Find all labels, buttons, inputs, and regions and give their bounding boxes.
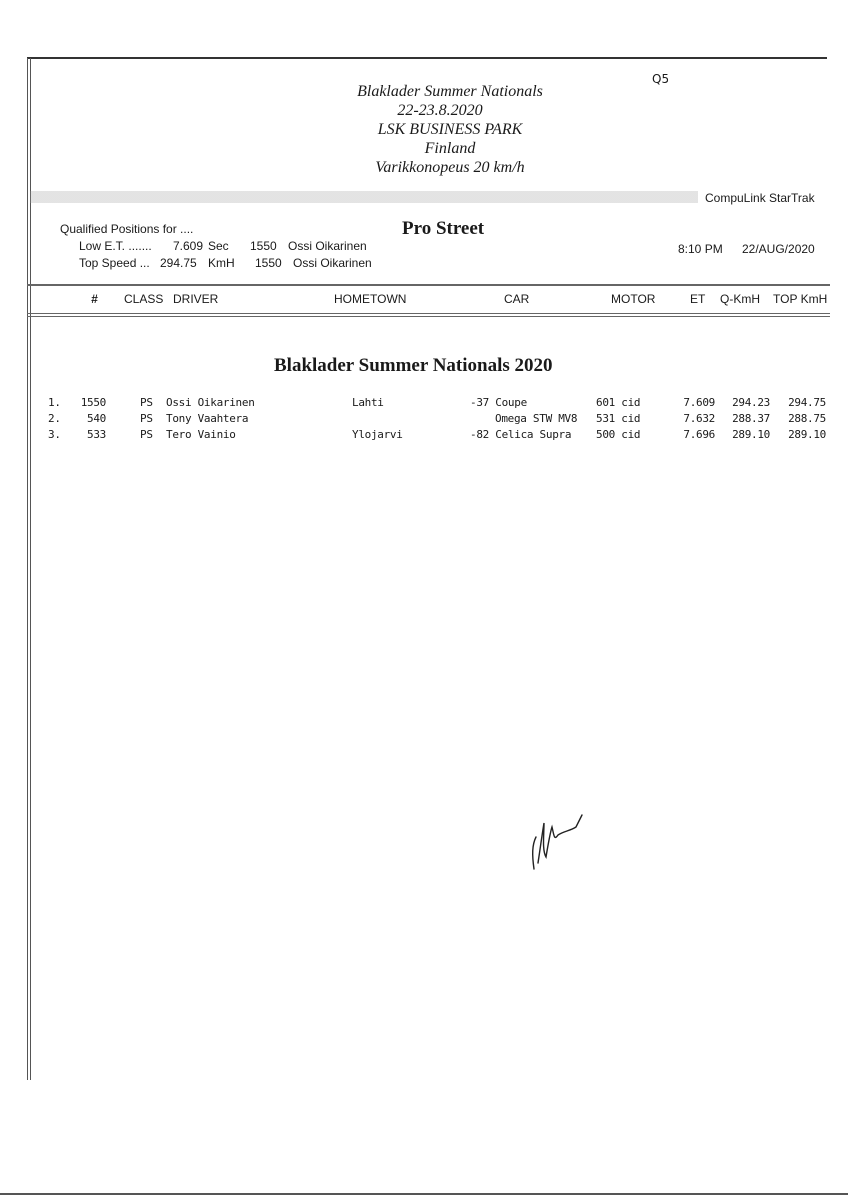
table-row bbox=[0, 412, 848, 428]
cell-qkmh: 288.37 bbox=[732, 412, 770, 425]
report-time: 8:10 PM bbox=[678, 242, 723, 256]
section-title: Blaklader Summer Nationals 2020 bbox=[274, 355, 553, 376]
event-venue: LSK BUSINESS PARK bbox=[377, 121, 523, 138]
top-speed-value: 294.75 bbox=[160, 256, 197, 270]
event-country: Finland bbox=[424, 140, 476, 157]
col-class: CLASS bbox=[124, 292, 164, 306]
system-label: CompuLink StarTrak bbox=[705, 191, 815, 205]
cell-qkmh: 289.10 bbox=[732, 428, 770, 441]
frame-left-rule bbox=[27, 58, 28, 1080]
cell-topkmh: 294.75 bbox=[788, 396, 826, 409]
cell-motor: 531 cid bbox=[596, 412, 641, 425]
event-title bbox=[300, 82, 600, 177]
frame-left-rule-inner bbox=[30, 58, 31, 1080]
cell-number: 533 bbox=[87, 428, 106, 441]
cell-class: PS bbox=[140, 412, 153, 425]
signature-image bbox=[520, 805, 600, 875]
frame-top-rule bbox=[27, 57, 827, 59]
header-top-rule bbox=[27, 284, 830, 286]
col-topkmh: TOP KmH bbox=[773, 292, 828, 306]
top-speed-driver: Ossi Oikarinen bbox=[293, 256, 372, 270]
cell-topkmh: 289.10 bbox=[788, 428, 826, 441]
cell-hometown: Lahti bbox=[352, 396, 384, 409]
event-dates: 22-23.8.2020 bbox=[397, 102, 483, 119]
cell-number: 540 bbox=[87, 412, 106, 425]
cell-pos: 3. bbox=[48, 428, 61, 441]
col-hometown: HOMETOWN bbox=[334, 292, 407, 306]
low-et-value: 7.609 bbox=[173, 239, 204, 253]
cell-driver: Tony Vaahtera bbox=[166, 412, 249, 425]
cell-hometown: Ylojarvi bbox=[352, 428, 403, 441]
qualified-title: Qualified Positions for .... bbox=[60, 222, 194, 236]
cell-class: PS bbox=[140, 428, 153, 441]
cell-pos: 2. bbox=[48, 412, 61, 425]
col-number: # bbox=[91, 292, 98, 306]
col-motor: MOTOR bbox=[611, 292, 656, 306]
header-bottom-rule-inner bbox=[27, 316, 830, 317]
page-bottom-rule bbox=[0, 1193, 848, 1195]
dotted-divider bbox=[30, 191, 698, 203]
cell-car: -82 Celica Supra bbox=[470, 428, 572, 441]
top-speed-unit: KmH bbox=[208, 256, 235, 270]
col-qkmh: Q-KmH bbox=[720, 292, 760, 306]
cell-et: 7.696 bbox=[683, 428, 715, 441]
cell-qkmh: 294.23 bbox=[732, 396, 770, 409]
cell-class: PS bbox=[140, 396, 153, 409]
event-name: Blaklader Summer Nationals bbox=[357, 83, 543, 100]
low-et-number: 1550 bbox=[250, 239, 277, 253]
cell-et: 7.609 bbox=[683, 396, 715, 409]
col-et: ET bbox=[690, 292, 706, 306]
low-et-label: Low E.T. ....... bbox=[79, 239, 152, 253]
low-et-driver: Ossi Oikarinen bbox=[288, 239, 367, 253]
cell-car: -37 Coupe bbox=[470, 396, 527, 409]
class-title: Pro Street bbox=[402, 218, 485, 239]
table-row bbox=[0, 428, 848, 444]
cell-driver: Ossi Oikarinen bbox=[166, 396, 255, 409]
cell-topkmh: 288.75 bbox=[788, 412, 826, 425]
cell-motor: 500 cid bbox=[596, 428, 641, 441]
top-speed-label: Top Speed ... bbox=[79, 256, 150, 270]
report-date: 22/AUG/2020 bbox=[742, 242, 815, 256]
event-pit-speed: Varikkonopeus 20 km/h bbox=[375, 159, 525, 176]
low-et-unit: Sec bbox=[208, 239, 229, 253]
cell-motor: 601 cid bbox=[596, 396, 641, 409]
header-bottom-rule bbox=[27, 313, 830, 314]
cell-number: 1550 bbox=[80, 396, 106, 409]
cell-car: Omega STW MV8 bbox=[495, 412, 578, 425]
cell-pos: 1. bbox=[48, 396, 61, 409]
table-row bbox=[0, 396, 848, 412]
cell-driver: Tero Vainio bbox=[166, 428, 236, 441]
round-label: Q5 bbox=[652, 72, 670, 86]
cell-et: 7.632 bbox=[683, 412, 715, 425]
col-car: CAR bbox=[504, 292, 530, 306]
top-speed-number: 1550 bbox=[255, 256, 282, 270]
col-driver: DRIVER bbox=[173, 292, 219, 306]
